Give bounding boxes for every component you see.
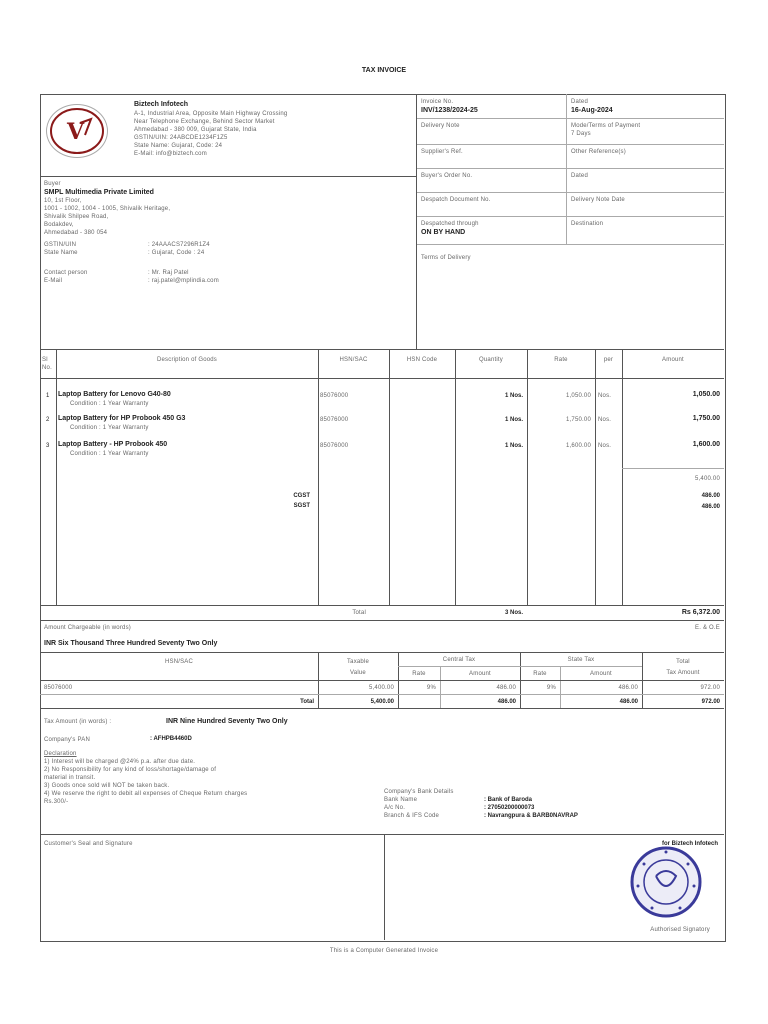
buyer-address-line: 1001 - 1002, 1004 - 1005, Shivalik Heritage, (44, 206, 171, 212)
cgst-label: CGST (293, 493, 310, 499)
field-label: Delivery Note Date (571, 197, 625, 203)
tax-total-samt: 486.00 (619, 699, 638, 705)
divider (417, 216, 724, 217)
tax-row-taxable: 5,400.00 (369, 685, 394, 691)
tax-head-taxable: Taxable (346, 659, 370, 665)
bank-acno: : 27050200000073 (484, 805, 535, 811)
tax-head-central: Central Tax (442, 657, 476, 663)
item-hsn: 85076000 (320, 393, 349, 399)
field-label: Invoice No. (421, 99, 454, 105)
buyer-contact: : Mr. Raj Patel (148, 270, 189, 276)
col-line (527, 349, 528, 605)
divider (417, 118, 724, 119)
tax-head-rate: Rate (533, 671, 547, 677)
seller-address-line: GSTIN/UIN: 24ABCDE1234F1Z5 (134, 135, 228, 141)
divider (40, 708, 724, 709)
field-label: Destination (571, 221, 604, 227)
declaration-line: 2) No Responsibility for any kind of loss/shortage/damage of (44, 767, 217, 773)
buyer-gstin-row (44, 241, 414, 249)
invoice-number: INV/1238/2024-25 (421, 107, 478, 114)
item-per: Nos. (598, 443, 612, 449)
field-label: Despatch Document No. (421, 197, 491, 203)
authorised-signatory: Authorised Signatory (650, 927, 710, 933)
divider (40, 176, 416, 177)
declaration (44, 750, 344, 806)
item-condition: Condition : 1 Year Warranty (70, 451, 149, 457)
sgst-label: SGST (293, 503, 310, 509)
col-line (56, 349, 57, 605)
buyer-state-label: State Name (44, 250, 78, 256)
item-hsn: 85076000 (320, 417, 349, 423)
tax-total-label: Total (300, 699, 314, 705)
bank-ifsc-label: Branch & IFS Code (384, 813, 440, 819)
cgst-amount: 486.00 (701, 493, 720, 499)
seller-address-line: E-Mail: info@biztech.com (134, 151, 207, 157)
buyer-email-label: E-Mail (44, 278, 63, 284)
item-per: Nos. (598, 417, 612, 423)
declaration-line: material in transit. (44, 775, 96, 781)
divider (417, 144, 724, 145)
declaration-label: Declaration (44, 751, 77, 757)
divider (417, 192, 724, 193)
footer-note: This is a Computer Generated Invoice (329, 948, 439, 954)
seller-address (134, 110, 314, 158)
tax-head-rate: Rate (412, 671, 426, 677)
item-condition: Condition : 1 Year Warranty (70, 401, 149, 407)
terms-of-delivery: Terms of Delivery (421, 255, 471, 261)
divider (417, 244, 724, 245)
item-qty: 1 Nos. (504, 417, 523, 423)
company-stamp (628, 844, 704, 920)
field-label: Buyer's Order No. (421, 173, 473, 179)
bank-name-row (384, 796, 634, 804)
col-hsn-code: HSN Code (406, 357, 438, 363)
col-desc: Description of Goods (156, 357, 218, 363)
col-qty: Quantity (479, 357, 503, 363)
divider (417, 168, 724, 169)
tax-head-hsn: HSN/SAC (164, 659, 194, 665)
buyer-contact-label: Contact person (44, 270, 88, 276)
seller-address-line: State Name: Gujarat, Code: 24 (134, 143, 223, 149)
field-label: Mode/Terms of Payment (571, 123, 641, 129)
item-condition: Condition : 1 Year Warranty (70, 425, 149, 431)
payment-terms: 7 Days (571, 131, 591, 137)
tax-head-amount: Amount (590, 671, 612, 677)
despatched-through: ON BY HAND (421, 229, 466, 236)
svg-text:V: V (67, 119, 85, 145)
tax-head-total-amount: Tax Amount (666, 670, 700, 676)
field-label: Delivery Note (421, 123, 460, 129)
buyer-name: SMPL Multimedia Private Limited (44, 189, 154, 196)
declaration-line: 3) Goods once sold will NOT be taken back. (44, 783, 170, 789)
seller-logo (46, 104, 108, 158)
field-label: Dated (571, 99, 589, 105)
buyer-email-row (44, 277, 414, 285)
tax-head-state: State Tax (567, 657, 595, 663)
divider (40, 694, 724, 695)
declaration-line: 4) We reserve the right to debit all expenses of Cheque Return charges (44, 791, 248, 797)
item-name: Laptop Battery - HP Probook 450 (58, 441, 168, 448)
tax-row-total: 972.00 (700, 685, 720, 691)
buyer-contact-row (44, 269, 414, 277)
buyer-block (44, 180, 414, 285)
buyer-label: Buyer (44, 181, 61, 187)
item-name: Laptop Battery for HP Probook 450 G3 (58, 415, 186, 422)
tax-total-total: 972.00 (701, 699, 720, 705)
header-mid-divider (566, 94, 567, 244)
subtotal-line (622, 468, 724, 469)
col-per: per (603, 357, 614, 363)
seller-name: Biztech Infotech (134, 101, 189, 108)
col-line (455, 349, 456, 605)
tax-row-samt: 486.00 (618, 685, 638, 691)
tax-head-taxable-value: Value (350, 670, 366, 676)
tax-words-label: Tax Amount (in words) : (44, 719, 112, 725)
tax-head-total: Total (676, 659, 690, 665)
item-name: Laptop Battery for Lenovo G40-80 (58, 391, 171, 398)
tax-row-crate: 9% (426, 685, 436, 691)
header-divider (416, 94, 417, 349)
for-company: for Biztech Infotech (661, 841, 718, 847)
item-rate: 1,600.00 (566, 443, 591, 449)
field-label: Despatched through (421, 221, 479, 227)
amount-words-label: Amount Chargeable (in words) (44, 625, 131, 631)
item-rate: 1,750.00 (566, 417, 591, 423)
sgst-amount: 486.00 (701, 504, 720, 510)
seller-address-line: Ahmedabad - 380 009, Gujarat State, India (134, 127, 257, 133)
col-amount: Amount (662, 357, 684, 363)
pan-value: : AFHPB4460D (150, 736, 192, 742)
item-qty: 1 Nos. (504, 393, 523, 399)
bank-details (384, 788, 634, 820)
divider (398, 666, 642, 667)
col-line (595, 349, 596, 605)
item-amount: 1,050.00 (692, 391, 720, 398)
bank-ifsc: : Navrangpura & BARB0NAVRAP (484, 813, 578, 819)
seller-address-line: A-1, Industrial Area, Opposite Main Highway Crossing (134, 111, 288, 117)
buyer-address-line: Shivalik Shilpee Road, (44, 214, 109, 220)
total-label: Total (352, 610, 366, 616)
amount-words: INR Six Thousand Three Hundred Seventy Two Only (44, 640, 218, 647)
buyer-address-line: Ahmedabad - 380 054 (44, 230, 108, 236)
tax-words: INR Nine Hundred Seventy Two Only (166, 718, 288, 725)
divider (40, 834, 724, 835)
tax-row-camt: 486.00 (496, 685, 516, 691)
col-hsn: HSN/SAC (339, 357, 368, 363)
pan-label: Company's PAN (44, 737, 90, 743)
item-hsn: 85076000 (320, 443, 349, 449)
tax-row-hsn: 85076000 (44, 685, 73, 691)
buyer-state-row (44, 249, 414, 257)
tax-total-camt: 486.00 (497, 699, 516, 705)
buyer-state: : Gujarat, Code : 24 (148, 250, 205, 256)
eoe: E. & O.E (695, 625, 720, 631)
declaration-line: Rs.300/- (44, 799, 69, 805)
field-label: Supplier's Ref. (421, 149, 463, 155)
bank-ifsc-row (384, 812, 634, 820)
tax-row-srate: 9% (546, 685, 556, 691)
col-rate: Rate (554, 357, 568, 363)
col-sl: Sl No. (42, 357, 52, 371)
divider (40, 680, 724, 681)
col-line (384, 834, 385, 940)
bank-acno-row (384, 804, 634, 812)
tax-total-taxable: 5,400.00 (370, 699, 394, 705)
seller-address-line: Near Telephone Exchange, Behind Sector Market (134, 119, 275, 125)
item-sl: 1 (46, 393, 50, 399)
total-amount: Rs 6,372.00 (681, 609, 720, 616)
item-amount: 1,750.00 (692, 415, 720, 422)
col-line (318, 349, 319, 605)
declaration-line: 1) Interest will be charged @24% p.a. after due date. (44, 759, 196, 765)
buyer-gstin-label: GSTIN/UIN (44, 242, 77, 248)
customer-signature-label: Customer's Seal and Signature (44, 841, 133, 847)
buyer-address-line: Bodakdev, (44, 222, 74, 228)
bank-title: Company's Bank Details (384, 789, 454, 795)
buyer-address-line: 10, 1st Floor, (44, 198, 82, 204)
divider (40, 605, 724, 606)
invoice-title: TAX INVOICE (361, 67, 407, 74)
bank-acno-label: A/c No. (384, 805, 406, 811)
item-qty: 1 Nos. (504, 443, 523, 449)
divider (40, 620, 724, 621)
field-label: Dated (571, 173, 589, 179)
bank-name-label: Bank Name (384, 797, 418, 803)
field-label: Other Reference(s) (571, 149, 626, 155)
col-line (389, 349, 390, 605)
subtotal-amount: 5,400.00 (695, 476, 720, 482)
item-sl: 3 (46, 443, 50, 449)
item-rate: 1,050.00 (566, 393, 591, 399)
item-sl: 2 (46, 417, 50, 423)
invoice-date: 16-Aug-2024 (571, 107, 613, 114)
total-qty: 3 Nos. (504, 610, 523, 616)
item-amount: 1,600.00 (692, 441, 720, 448)
bank-name: : Bank of Baroda (484, 797, 533, 803)
buyer-gstin: : 24AAACS7296R1Z4 (148, 242, 210, 248)
buyer-email: : raj.patel@mplindia.com (148, 278, 219, 284)
tax-head-amount: Amount (469, 671, 491, 677)
divider (40, 652, 724, 653)
item-per: Nos. (598, 393, 612, 399)
